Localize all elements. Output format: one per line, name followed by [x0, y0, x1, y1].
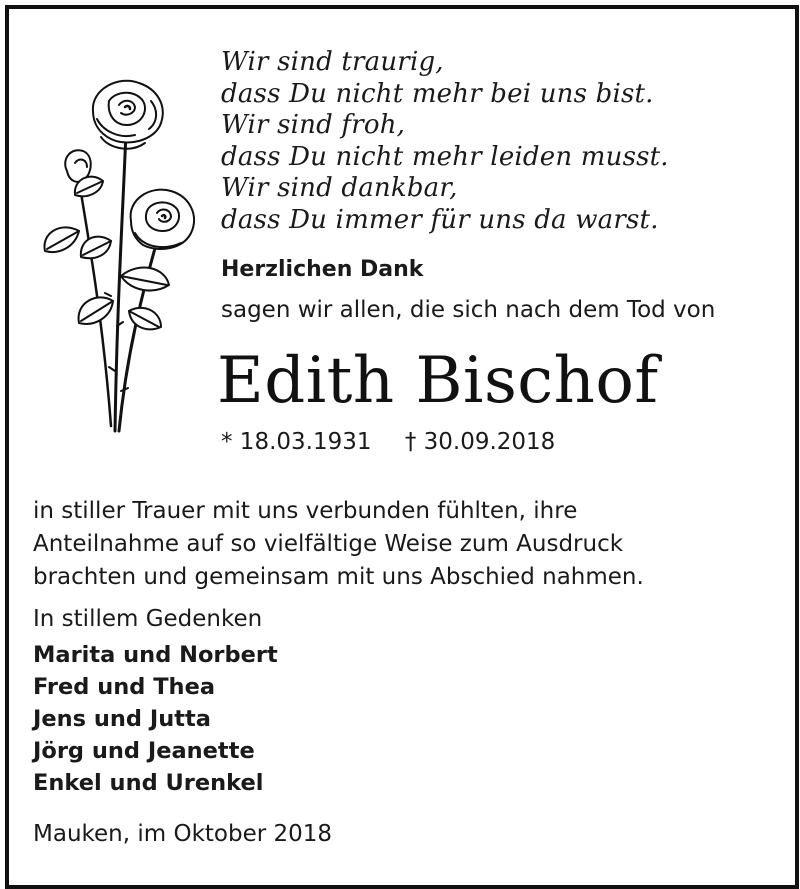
- rose-illustration-icon: [31, 71, 201, 446]
- mourner-name: Enkel und Urenkel: [33, 770, 264, 796]
- body-line: brachten und gemeinsam mit uns Abschied nahmen.: [33, 564, 644, 590]
- birth-date: * 18.03.1931: [221, 429, 372, 455]
- place-date: Mauken, im Oktober 2018: [33, 821, 333, 847]
- life-dates: [221, 429, 555, 455]
- poem-line: Wir sind dankbar,: [221, 173, 458, 203]
- intro-text: sagen wir allen, die sich nach dem Tod von: [221, 297, 716, 323]
- mourner-name: Jörg und Jeanette: [33, 738, 255, 764]
- mourner-name: Marita und Norbert: [33, 642, 278, 668]
- death-date: † 30.09.2018: [404, 429, 556, 455]
- poem-line: dass Du nicht mehr leiden musst.: [221, 141, 669, 172]
- poem-line: dass Du nicht mehr bei uns bist.: [221, 78, 654, 109]
- poem-line: Wir sind traurig,: [221, 47, 444, 77]
- body-text: [33, 495, 644, 594]
- poem-line: dass Du immer für uns da warst.: [221, 204, 659, 235]
- body-line: Anteilnahme auf so vielfältige Weise zum Ausdruck: [33, 531, 624, 557]
- obituary-card: [5, 5, 799, 889]
- thanks-heading: Herzlichen Dank: [221, 257, 424, 282]
- memory-label: In stillem Gedenken: [33, 606, 263, 632]
- body-line: in stiller Trauer mit uns verbunden fühlten, ihre: [33, 498, 578, 524]
- poem-line: Wir sind froh,: [221, 110, 406, 140]
- mourner-name: Jens und Jutta: [33, 706, 211, 732]
- mourner-name: Fred und Thea: [33, 674, 216, 700]
- poem: [221, 47, 669, 236]
- mourners-list: [33, 639, 278, 799]
- deceased-name: Edith Bischof: [217, 344, 659, 418]
